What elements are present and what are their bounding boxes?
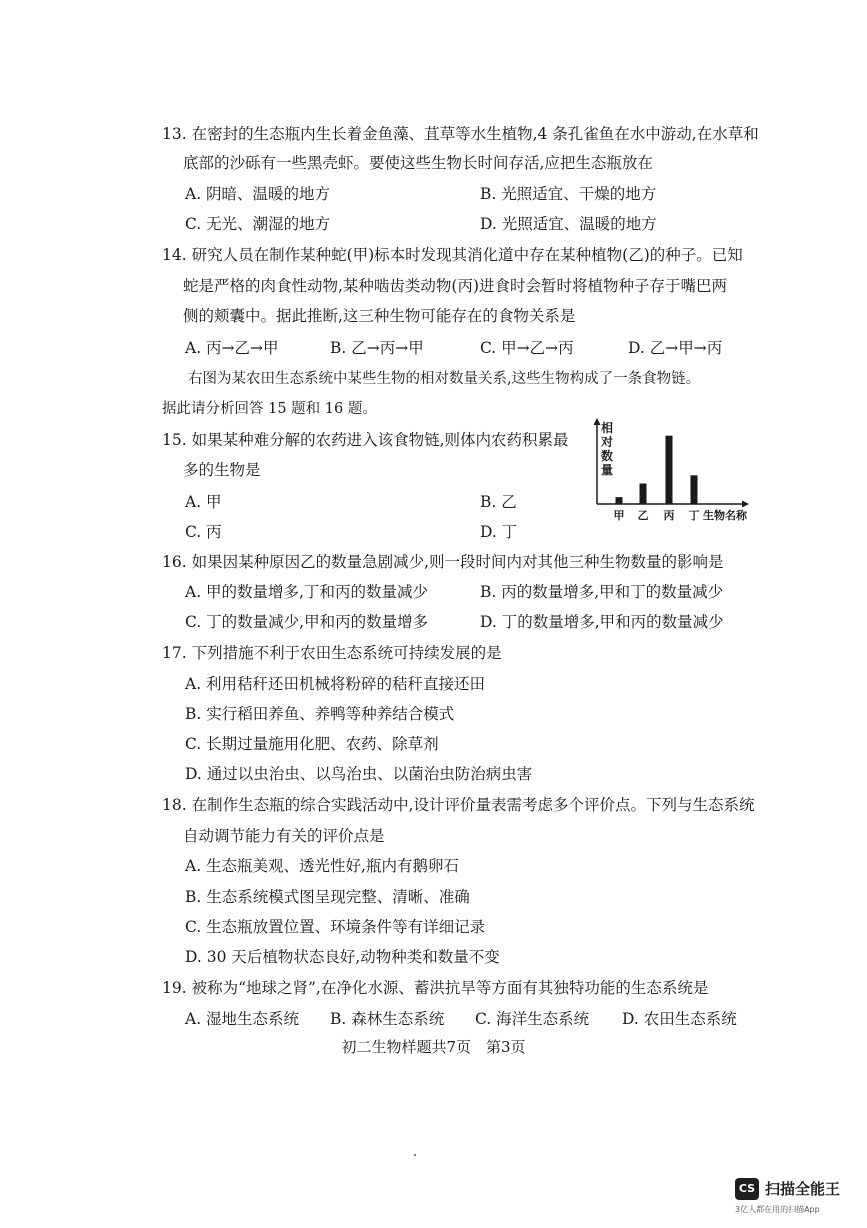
brand-tagline: 3亿人都在用的扫描App: [735, 1205, 820, 1214]
bar-chart-svg: [585, 418, 765, 526]
question-15-option-a: A. 甲: [185, 493, 222, 511]
question-15-stem-line-2: 多的生物是: [183, 461, 261, 479]
question-16-option-c: C. 丁的数量减少,甲和丙的数量增多: [185, 613, 429, 631]
question-17-option-a: A. 利用秸秆还田机械将粉碎的秸秆直接还田: [185, 675, 486, 693]
relative-quantity-bar-chart: [585, 418, 765, 526]
question-13-option-a: A. 阴暗、温暖的地方: [185, 185, 331, 203]
question-13-stem-line-2: 底部的沙砾有一些黑壳虾。要使这些生物长时间存活,应把生态瓶放在: [183, 154, 653, 172]
tick-label-4: 丁: [688, 509, 700, 522]
page-footer: 初二生物样题共7页 第3页: [341, 1038, 526, 1056]
question-15-stem-line-1: 15. 如果某种难分解的农药进入该食物链,则体内农药积累最: [162, 431, 569, 449]
question-19-option-a: A. 湿地生态系统: [185, 1010, 300, 1028]
question-19-option-d: D. 农田生态系统: [622, 1010, 737, 1028]
question-16-option-d: D. 丁的数量增多,甲和丙的数量减少: [480, 613, 724, 631]
question-18-option-d: D. 30 天后植物状态良好,动物种类和数量不变: [185, 948, 500, 966]
question-14-option-c: C. 甲→乙→丙: [480, 339, 574, 357]
question-18-option-b: B. 生态系统模式图呈现完整、清晰、准确: [185, 888, 470, 906]
shared-stem-line-1: 右图为某农田生态系统中某些生物的相对数量关系,这些生物构成了一条食物链。: [188, 371, 701, 387]
question-17-option-c: C. 长期过量施用化肥、农药、除草剂: [185, 735, 439, 753]
question-16-option-a: A. 甲的数量增多,丁和丙的数量减少: [185, 583, 428, 601]
question-18-stem-line-2: 自动调节能力有关的评价点是: [183, 827, 385, 845]
brand-name: 扫描全能王: [765, 1180, 841, 1198]
bar-2: [640, 484, 647, 505]
question-15-option-d: D. 丁: [480, 523, 518, 541]
question-17-stem-line-1: 17. 下列措施不利于农田生态系统可持续发展的是: [162, 644, 502, 662]
tick-label-1: 甲: [613, 509, 625, 522]
question-18-stem-line-1: 18. 在制作生态瓶的综合实践活动中,设计评价量表需考虑多个评价点。下列与生态系统: [162, 796, 755, 814]
question-13-option-d: D. 光照适宜、温暖的地方: [480, 215, 657, 233]
question-14-option-d: D. 乙→甲→丙: [628, 339, 723, 357]
scan-speck: [414, 1154, 416, 1156]
question-14-stem-line-1: 14. 研究人员在制作某种蛇(甲)标本时发现其消化道中存在某种植物(乙)的种子。已知: [162, 246, 743, 264]
question-13-option-c: C. 无光、潮湿的地方: [185, 215, 331, 233]
question-13-stem-line-1: 13. 在密封的生态瓶内生长着金鱼藻、苴草等水生植物,4 条孔雀鱼在水中游动,在水草和: [162, 125, 759, 143]
bar-3: [666, 436, 673, 504]
question-17-option-d: D. 通过以虫治虫、以鸟治虫、以菌治虫防治病虫害: [185, 765, 533, 783]
question-14-option-a: A. 丙→乙→甲: [185, 339, 279, 357]
question-14-stem-line-3: 侧的颊囊中。据此推断,这三种生物可能存在的食物关系是: [183, 307, 576, 325]
category-tick-labels: [614, 508, 700, 522]
tick-label-3: 丙: [663, 509, 675, 522]
y-axis-label: 相对数量: [601, 421, 614, 477]
question-14-option-b: B. 乙→丙→甲: [330, 339, 424, 357]
question-17-option-b: B. 实行稻田养鱼、养鸭等种养结合模式: [185, 705, 455, 723]
scanner-watermark: [735, 1176, 853, 1220]
bar-series: [616, 436, 698, 504]
tick-label-2: 乙: [637, 509, 649, 522]
question-19-stem-line-1: 19. 被称为“地球之肾”,在净化水源、蓄洪抗旱等方面有其独特功能的生态系统是: [162, 979, 709, 997]
question-16-stem-line-1: 16. 如果因某种原因乙的数量急剧减少,则一段时间内对其他三种生物数量的影响是: [162, 553, 724, 571]
y-axis-arrow: [594, 418, 601, 425]
question-19-option-b: B. 森林生态系统: [330, 1010, 445, 1028]
x-axis-label: 生物名称: [703, 509, 747, 522]
question-14-stem-line-2: 蛇是严格的肉食性动物,某种啮齿类动物(丙)进食时会暂时将植物种子存于嘴巴两: [183, 277, 728, 295]
bar-4: [691, 475, 698, 504]
question-19-option-c: C. 海洋生态系统: [475, 1010, 590, 1028]
question-15-option-b: B. 乙: [480, 493, 517, 511]
question-16-option-b: B. 丙的数量增多,甲和丁的数量减少: [480, 583, 724, 601]
question-15-option-c: C. 丙: [185, 523, 222, 541]
question-18-option-a: A. 生态瓶美观、透光性好,瓶内有鹅卵石: [185, 857, 459, 875]
question-18-option-c: C. 生态瓶放置位置、环境条件等有详细记录: [185, 918, 486, 936]
bar-1: [616, 497, 623, 504]
cs-logo-icon: CS: [735, 1178, 759, 1200]
shared-stem-line-2: 据此请分析回答 15 题和 16 题。: [162, 401, 377, 417]
x-axis-arrow: [742, 501, 749, 508]
question-13-option-b: B. 光照适宜、干燥的地方: [480, 185, 657, 203]
